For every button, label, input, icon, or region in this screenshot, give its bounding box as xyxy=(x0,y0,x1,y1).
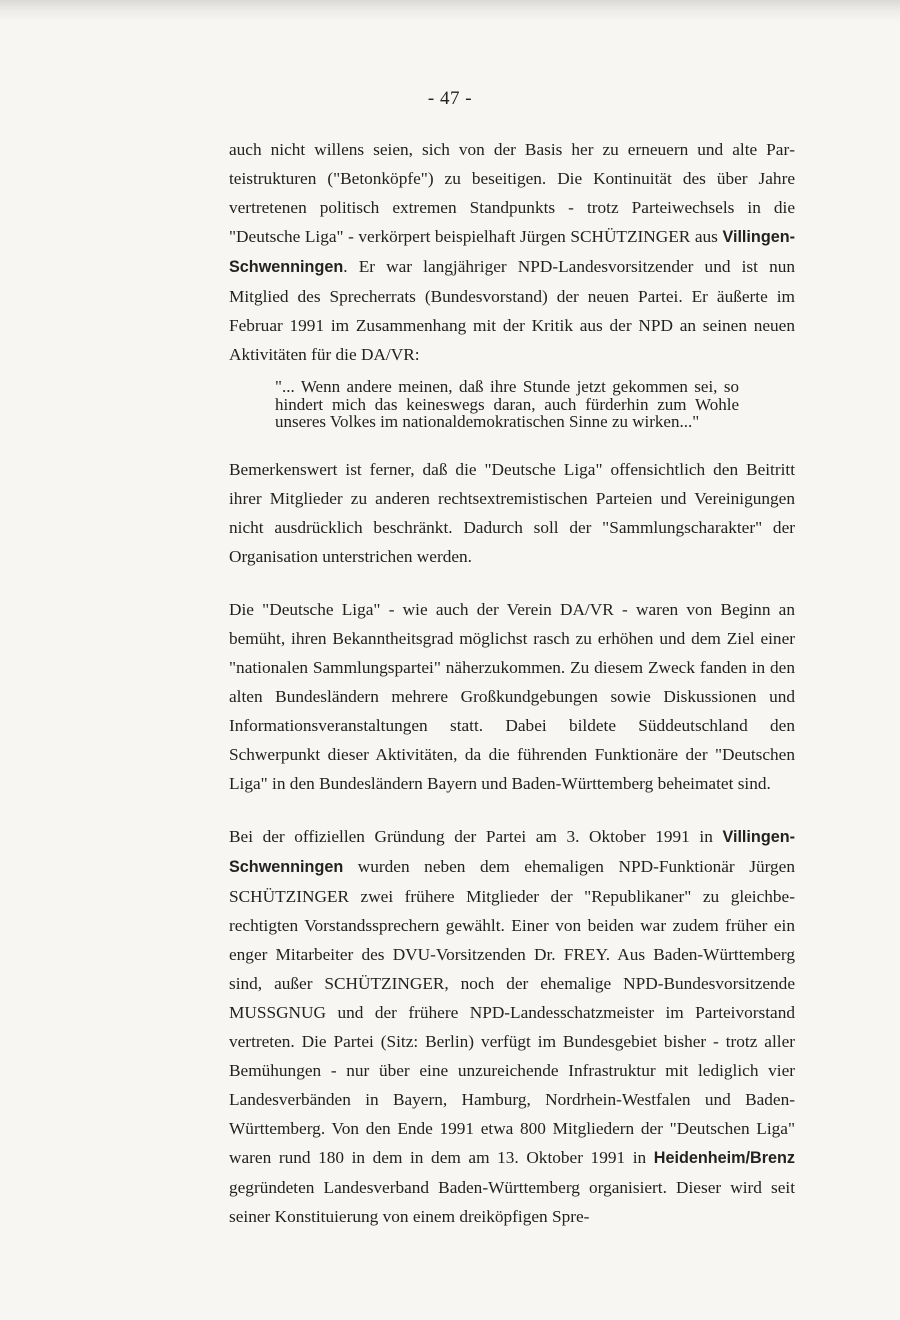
place-name-bold: Heidenheim/Brenz xyxy=(653,1148,795,1167)
page-number: - 47 - xyxy=(427,88,473,109)
paragraph-2 xyxy=(229,455,795,571)
block-quote: "... Wenn andere meinen, daß ihre Stunde jetzt gekommen sei, so hindert mich das keineswegs daran, auch fürderhin zum Wohle unseres Volkes im nationaldemokratischen Sinne zu wirken..." xyxy=(275,377,739,432)
paragraph-1 xyxy=(229,135,795,369)
text-segment: . Er war langjähriger NPD-Landesvorsitzender und ist nun Mitglied des Sprecherrats (Bundesvorstand) der neuen Partei. Er äußerte im Februar 1991 im Zusammenhang mit der Kritik aus der NPD an seinen neuen Aktivitäten für die DA/VR: xyxy=(229,257,795,364)
text-segment: wurden neben dem ehemaligen NPD-Funktionär Jürgen SCHÜTZINGER zwei frühere Mitglieder der "Republikaner" zu gleichberechtigten Vorstandssprechern gewählt. Einer von beiden war zudem früher ein enger Mitarbeiter des DVU-Vorsitzenden Dr. FREY. Aus Baden-Württemberg sind, außer SCHÜTZINGER, noch der ehemalige NPD-Bundesvorsitzende MUSSGNUG und der frühere NPD-Landesschatzmeister im Parteivorstand vertreten. Die Partei (Sitz: Berlin) verfügt im Bundesgebiet bisher - trotz aller Bemühungen - nur über eine unzureichende Infrastruktur mit lediglich vier Landesverbänden in Bayern, Hamburg, Nordrhein-Westfalen und Baden-Württemberg. Von den Ende 1991 etwa 800 Mitgliedern der "Deutschen Liga" waren rund 180 in dem in dem am 13. Oktober 1991 in xyxy=(229,856,795,1167)
paragraph-3 xyxy=(229,595,795,798)
text-segment: auch nicht willens seien, sich von der Basis her zu erneuern und alte Parteistrukturen ("Betonköpfe") zu beseitigen. Die Kontinuität des über Jahre vertretenen politisch extremen Standpunkts - trotz Parteiwechsels in die "Deutsche Liga" - verkörpert beispielhaft Jürgen SCHÜTZINGER aus xyxy=(229,140,795,246)
place-name-bold: Villingen-Schwenningen xyxy=(229,827,795,876)
scan-edge-shadow xyxy=(0,0,900,22)
document-body xyxy=(229,135,795,1231)
text-segment: Die "Deutsche Liga" - wie auch der Verein DA/VR - waren von Beginn an bemüht, ihren Bekanntheitsgrad möglichst rasch zu erhöhen und dem Ziel einer "nationalen Sammlungspartei" näherzukommen. Zu diesem Zweck fanden in den alten Bundesländern mehrere Großkundgebungen sowie Diskussionen und Informationsveranstaltungen statt. Dabei bildete Süddeutschland den Schwerpunkt dieser Aktivitäten, da die führenden Funktionäre der "Deutschen Liga" in den Bundesländern Bayern und Baden-Württemberg beheimatet sind. xyxy=(229,599,795,793)
paragraph-4 xyxy=(229,822,795,1231)
text-segment: Bei der offiziellen Gründung der Partei am 3. Oktober 1991 in xyxy=(229,826,723,846)
place-name-bold: Villingen-Schwenningen xyxy=(229,228,795,276)
text-segment: Bemerkenswert ist ferner, daß die "Deutsche Liga" offensichtlich den Beitritt ihrer Mitglieder zu anderen rechtsextremistischen Parteien und Vereinigungen nicht ausdrücklich beschränkt. Dadurch soll der "Sammlungscharakter" der Organisation unterstrichen werden. xyxy=(229,459,795,566)
text-segment: gegründeten Landesverband Baden-Württemberg organisiert. Dieser wird seit seiner Konstituierung von einem dreiköpfigen Spre- xyxy=(229,1177,795,1226)
